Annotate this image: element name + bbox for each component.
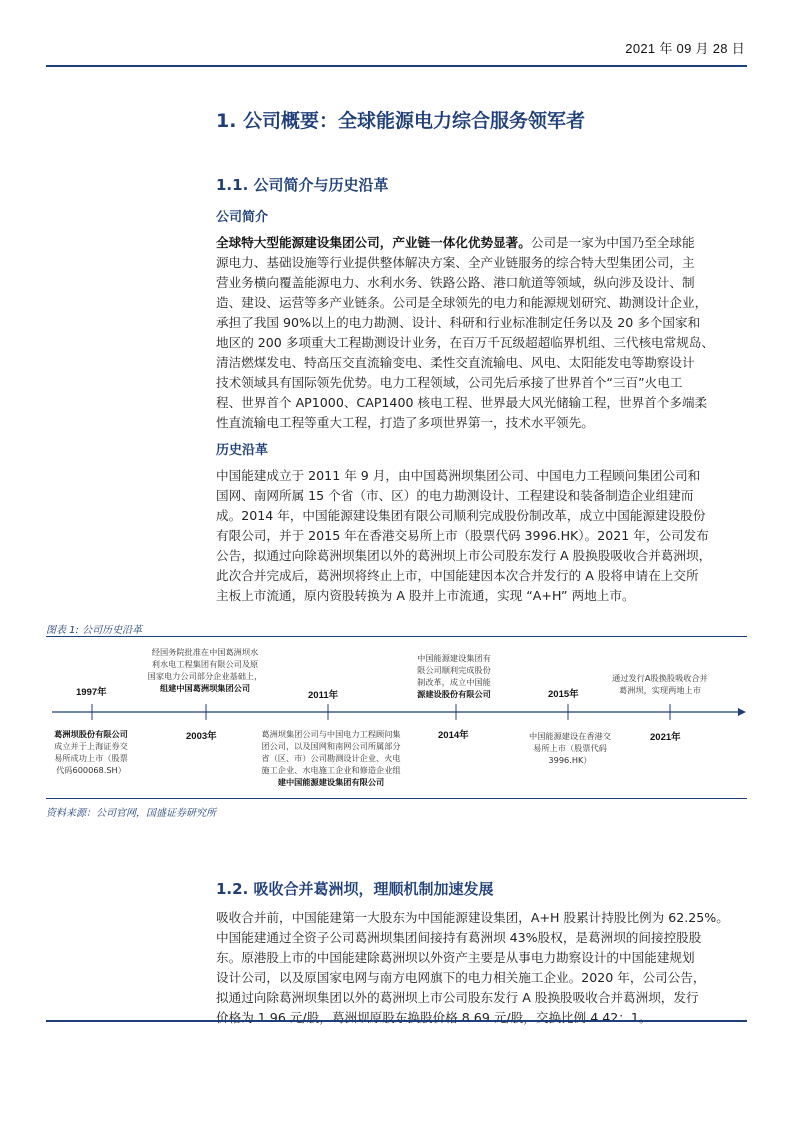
history-heading: 历史沿革 [216,443,269,458]
event-2003-line: 利水电工程集团有限公司及原 [151,659,259,669]
event-1997-line: 易所成功上市（股票 [54,753,128,763]
event-2021 [600,672,720,696]
event-2015-line: 3996.HK） [548,755,592,765]
intro-line [216,233,748,253]
event-2003 [130,646,280,694]
figure-top-rule [46,636,747,637]
event-2011-line: 葛洲坝集团公司与中国电力工程顾问集 [261,729,401,739]
intro-line: 清洁燃煤发电、特高压交直流输变电、柔性交直流输电、风电、太阳能发电等勘察设计 [216,355,695,370]
intro-line: 性直流输电工程等重大工程，打造了多项世界第一，技术水平领先。 [216,415,594,430]
section-1-1-title: 1.1. 公司简介与历史沿革 [216,176,389,194]
intro-line: 承担了我国 90%以上的电力勘测、设计、科研和行业标准制定任务以及 20 多个国家和 [216,315,701,330]
intro-line: 地区的 200 多项重大工程勘测设计业务，在百万千瓦级超超临界机组、三代核电常规岛、 [216,335,715,350]
event-2014-line: 中国能源建设集团有 [417,653,491,663]
company-intro-heading: 公司简介 [216,210,269,225]
merger-line: 设计公司，以及原国家电网与南方电网旗下的电力相关施工企业。2020 年，公司公告， [216,970,706,985]
intro-first-rest: 公司是一家为中国乃至全球能 [530,235,695,250]
event-2015-line: 易所上市（股票代码 [533,743,607,753]
history-line: 国网、南网所属 15 个省（市、区）的电力勘测设计、工程建设和装备制造企业组建而 [216,488,694,503]
event-2014-line: 制改革，成立中国能 [417,677,491,687]
company-intro-paragraph [216,233,748,433]
history-paragraph [216,466,748,606]
event-2014-line: 限公司顺利完成股份 [417,665,491,675]
intro-line: 源电力、基础设施等行业提供整体解决方案、全产业链服务的综合特大型集团公司，主 [216,255,695,270]
event-2003-line: 国家电力公司部分企业基础上， [147,671,263,681]
history-line: 成。2014 年，中国能源建设集团有限公司顺利完成股份制改革，成立中国能源建设股份 [216,508,706,523]
section-1-title: 1. 公司概要：全球能源电力综合服务领军者 [216,110,586,132]
merger-line: 拟通过向除葛洲坝集团以外的葛洲坝上市公司股东发行 A 股换股吸收合并葛洲坝，发行 [216,990,699,1005]
report-date: 2021 年 09 月 28 日 [625,41,745,56]
event-2011-line: 省（区、市）公司勘测设计企业、火电 [261,753,401,763]
event-1997 [46,728,136,776]
event-2014-bold: 源建设股份有限公司 [417,689,491,699]
figure-bottom-rule [46,798,747,799]
event-2014 [404,652,504,700]
section-1-2-paragraph [216,908,748,1028]
event-1997-bold: 葛洲坝股份有限公司 [54,729,128,739]
year-2011: 2011年 [308,690,339,701]
event-2011-bold: 建中国能源建设集团有限公司 [277,777,385,787]
section-1-2-title: 1.2. 吸收合并葛洲坝，理顺机制加速发展 [216,880,494,898]
history-line: 公告，拟通过向除葛洲坝集团以外的葛洲坝上市公司股东发行 A 股换股吸收合并葛洲坝， [216,548,712,563]
header-divider [46,65,747,67]
history-line: 中国能建成立于 2011 年 9 月，由中国葛洲坝集团公司、中国电力工程顾问集团公司和 [216,468,701,483]
figure-source: 资料来源：公司官网，国盛证券研究所 [46,808,216,819]
footer-divider [46,1020,747,1022]
merger-line: 吸收合并前，中国能建第一大股东为中国能源建设集团，A+H 股累计持股比例为 62.25%。 [216,910,729,925]
history-line: 此次合并完成后，葛洲坝将终止上市，中国能建因本次合并发行的 A 股将申请在上交所 [216,568,699,583]
event-1997-line: 代码600068.SH） [56,765,126,775]
figure-title: 图表 1: 公司历史沿革 [46,625,143,636]
intro-line: 营业务横向覆盖能源电力、水利水务、铁路公路、港口航道等领域，纵向涉及设计、制 [216,275,695,290]
event-2021-line: 葛洲坝，实现两地上市 [619,685,701,695]
intro-line: 技术领域具有国际领先优势。电力工程领域，公司先后承接了世界首个“三百”火电工 [216,375,683,390]
timeline-arrow-icon [738,708,746,716]
year-2021: 2021年 [650,732,681,743]
event-2011 [242,728,420,788]
intro-bold-lead: 全球特大型能源建设集团公司，产业链一体化优势显著。 [216,235,531,250]
event-2003-bold: 组建中国葛洲坝集团公司 [159,683,251,693]
event-2021-line: 通过发行A股换股吸收合并 [612,673,708,683]
event-2011-line: 团公司，以及国网和南网公司所属部分 [261,741,401,751]
event-2003-line: 经国务院批准在中国葛洲坝水 [151,647,259,657]
merger-line: 东。原港股上市的中国能建除葛洲坝以外资产主要是从事电力勘察设计的中国能建规划 [216,950,695,965]
event-1997-line: 成立并于上海证券交 [54,741,128,751]
event-2011-line: 施工企业、水电施工企业和修造企业组 [261,765,401,775]
merger-line: 价格为 1.96 元/股，葛洲坝原股东换股价格 8.69 元/股，交换比例 4.42：1。 [216,1010,652,1025]
year-2015: 2015年 [548,689,579,700]
intro-line: 造、建设、运营等多产业链条。公司是全球领先的电力和能源规划研究、勘测设计企业， [216,295,708,310]
history-line: 主板上市流通，原内资股转换为 A 股并上市流通，实现 “A+H” 两地上市。 [216,588,635,603]
history-line: 有限公司，并于 2015 年在香港交易所上市（股票代码 3996.HK）。2021 年，公司发布 [216,528,709,543]
year-2003: 2003年 [186,731,217,742]
event-2015 [516,730,624,766]
intro-line: 程、世界首个 AP1000、CAP1400 核电工程、世界最大风光储输工程，世界首个多端柔 [216,395,708,410]
year-1997: 1997年 [76,687,107,698]
year-2014: 2014年 [438,730,469,741]
merger-line: 中国能建通过全资子公司葛洲坝集团间接持有葛洲坝 43%股权，是葛洲坝的间接控股股 [216,930,702,945]
event-2015-line: 中国能源建设在香港交 [529,731,611,741]
